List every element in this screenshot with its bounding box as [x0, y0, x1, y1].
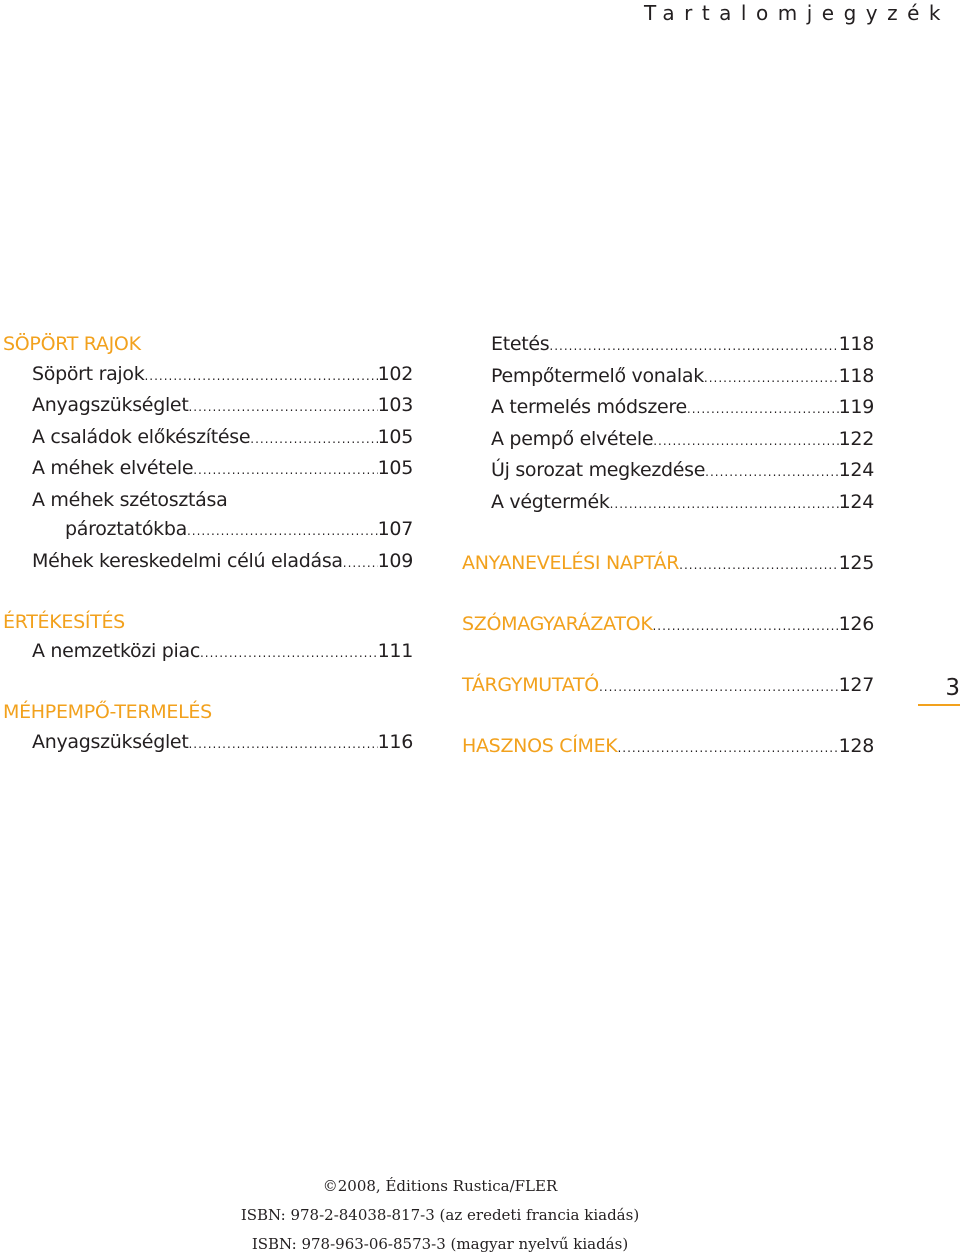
isbn-original-line: ISBN: 978-2-84038-817-3 (az eredeti francia kiadás) [240, 1206, 640, 1224]
toc-leader-dots [188, 730, 377, 760]
toc-section-entry[interactable] [462, 732, 874, 764]
toc-leader-dots [200, 639, 378, 669]
toc-page-number: 107 [377, 518, 413, 540]
toc-entry[interactable] [3, 391, 413, 423]
page-number: 3 [918, 672, 960, 706]
toc-page-number: 105 [377, 425, 413, 448]
toc-entry-label: Pempőtermelő vonalak [491, 364, 704, 387]
toc-entry-label: TÁRGYMUTATÓ [462, 673, 599, 696]
toc-page-number: 109 [377, 549, 413, 572]
toc-section-entry[interactable] [462, 671, 874, 703]
toc-entry[interactable] [3, 454, 413, 486]
toc-page-number: 111 [377, 640, 413, 662]
toc-entry-label: Etetés [491, 333, 550, 355]
toc-entry[interactable] [462, 488, 874, 520]
toc-entry-label: A nemzetközi piac [32, 640, 200, 662]
toc-page-number: 124 [838, 459, 874, 481]
toc-right-column [462, 330, 874, 763]
toc-entry-label: Anyagszükséglet [32, 394, 189, 416]
toc-entry-label: Új sorozat megkezdése [491, 459, 706, 481]
toc-leader-dots [549, 332, 838, 362]
toc-leader-dots [617, 734, 838, 764]
toc-section-heading: ÉRTÉKESÍTÉS [3, 610, 125, 633]
toc-section-heading: MÉHPEMPŐ-TERMELÉS [3, 701, 212, 723]
toc-entry[interactable] [462, 393, 874, 425]
toc-leader-dots [188, 393, 377, 423]
toc-leader-dots [343, 549, 378, 579]
toc-leader-dots [705, 458, 838, 488]
running-header: Tartalomjegyzék [643, 1, 950, 25]
toc-entry-label: Söpört rajok [32, 362, 145, 385]
toc-entry[interactable] [462, 425, 874, 457]
toc-entry[interactable] [3, 486, 413, 516]
toc-entry[interactable] [3, 728, 413, 760]
toc-left-column [3, 330, 413, 759]
toc-page-number: 128 [838, 734, 874, 757]
toc-entry-label: A termelés módszere [491, 396, 687, 418]
toc-leader-dots [679, 551, 838, 581]
toc-entry[interactable] [462, 456, 874, 488]
toc-entry-label: pároztatókba [65, 518, 187, 540]
toc-page-number: 102 [377, 362, 413, 385]
toc-page-number: 122 [838, 427, 874, 450]
toc-page-number: 103 [377, 394, 413, 416]
toc-page-number: 119 [838, 396, 874, 418]
isbn-hungarian-line: ISBN: 978-963-06-8573-3 (magyar nyelvű kiadás) [251, 1235, 629, 1253]
toc-leader-dots [704, 364, 839, 394]
toc-page-number: 124 [838, 490, 874, 513]
toc-entry[interactable] [3, 637, 413, 669]
toc-entry[interactable] [3, 515, 413, 547]
toc-leader-dots [610, 490, 839, 520]
toc-entry-label: SZÓMAGYARÁZATOK [462, 612, 653, 635]
toc-entry-label: A méhek elvétele [32, 457, 194, 479]
toc-leader-dots [652, 612, 838, 642]
toc-entry-label: A végtermék [491, 490, 610, 513]
toc-leader-dots [250, 425, 377, 455]
toc-page-number: 125 [838, 551, 874, 574]
toc-section-heading: SÖPÖRT RAJOK [3, 333, 141, 355]
toc-entry-label: A pempő elvétele [491, 427, 654, 450]
toc-entry[interactable] [462, 362, 874, 394]
toc-section-entry[interactable] [462, 549, 874, 581]
toc-page-number: 118 [838, 364, 874, 387]
toc-entry-label: A családok előkészítése [32, 425, 251, 448]
toc-entry-label: HASZNOS CÍMEK [462, 734, 618, 757]
toc-entry-label: Anyagszükséglet [32, 730, 189, 753]
toc-leader-dots [187, 517, 378, 547]
toc-leader-dots [687, 395, 839, 425]
copyright-line: ©2008, Éditions Rustica/FLER [322, 1177, 558, 1195]
toc-leader-dots [193, 456, 377, 486]
toc-leader-dots [144, 362, 377, 392]
toc-section-entry[interactable] [462, 610, 874, 642]
toc-entry-label: A méhek szétosztása [32, 488, 228, 511]
toc-entry[interactable] [462, 330, 874, 362]
imprint-block [0, 1172, 880, 1259]
toc-entry[interactable] [3, 360, 413, 392]
toc-leader-dots [653, 427, 838, 457]
toc-page-number: 118 [838, 333, 874, 355]
toc-page-number: 127 [838, 673, 874, 696]
toc-page-number: 105 [377, 457, 413, 479]
toc-entry[interactable] [3, 423, 413, 455]
toc-entry-label: ANYANEVELÉSI NAPTÁR [462, 551, 680, 574]
toc-entry-label: Méhek kereskedelmi célú eladása [32, 549, 343, 572]
toc-page-number: 116 [377, 730, 413, 753]
toc-entry[interactable] [3, 547, 413, 579]
toc-page-number: 126 [838, 612, 874, 635]
toc-leader-dots [599, 673, 839, 703]
